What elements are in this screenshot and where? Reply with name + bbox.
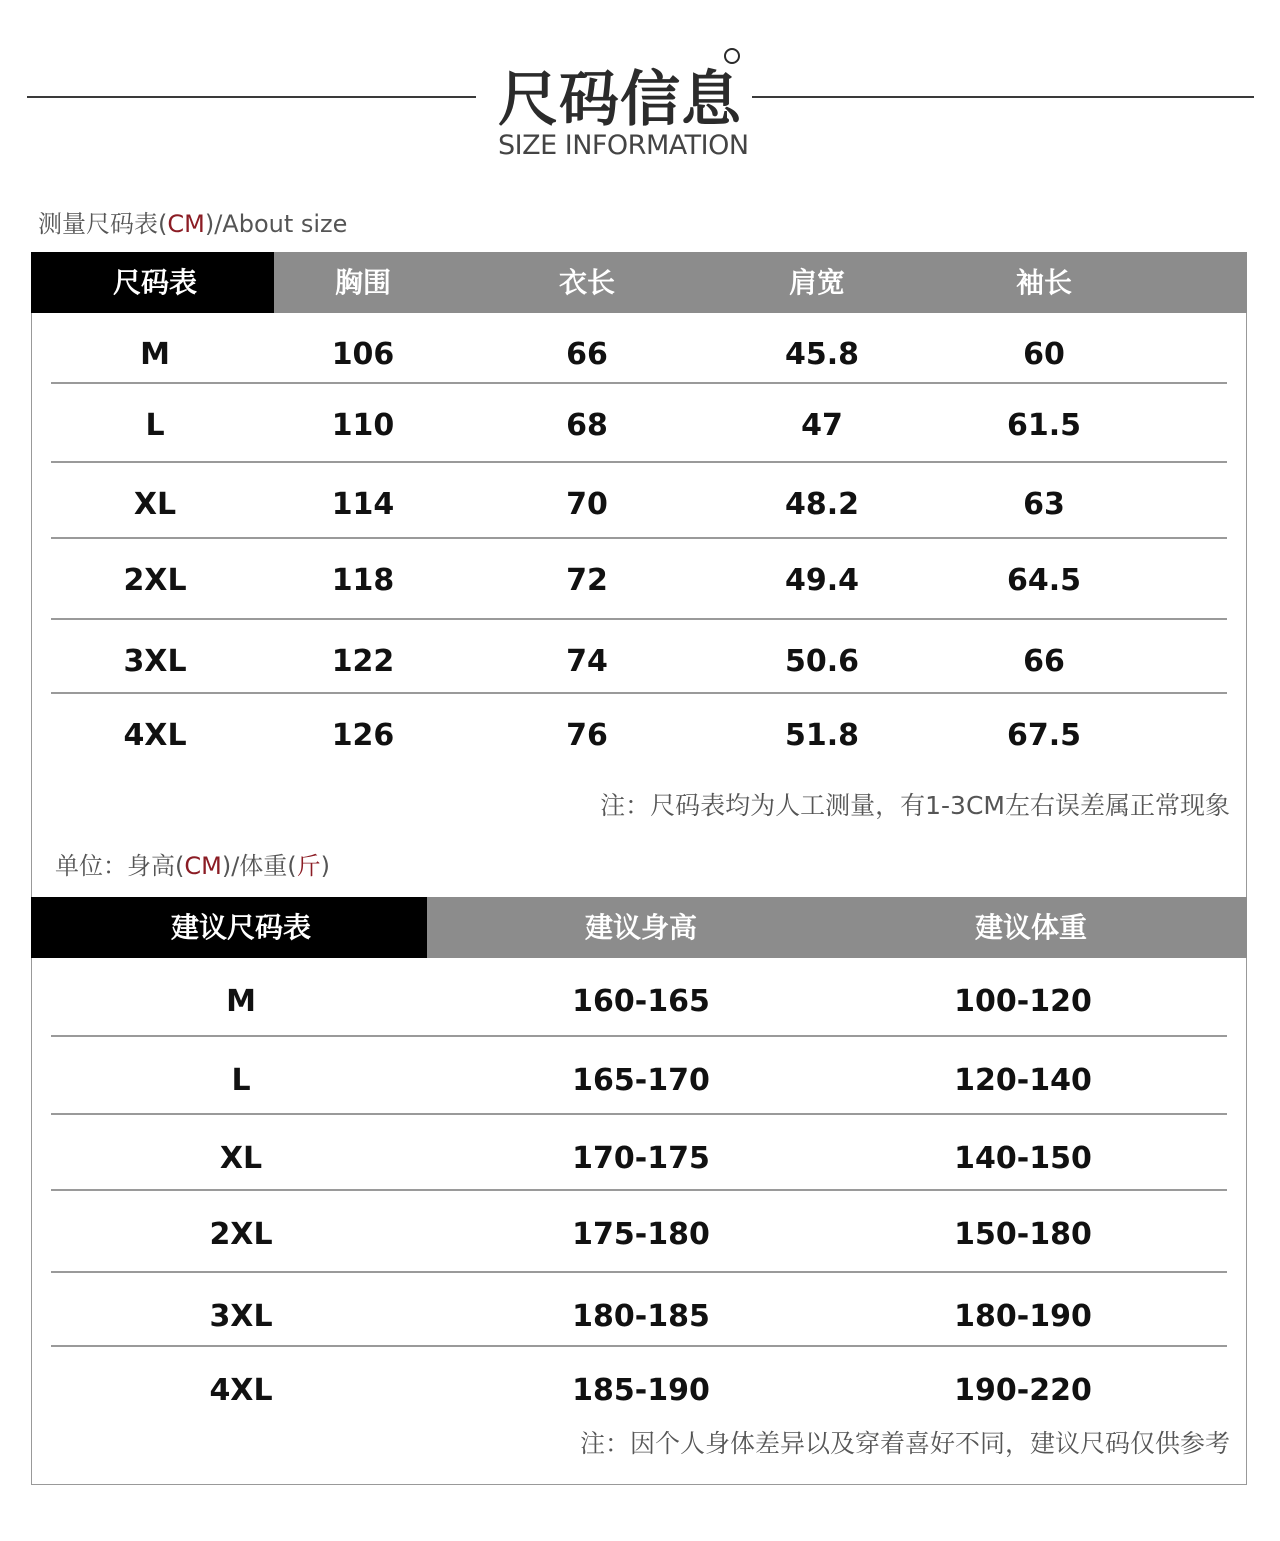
table-cell: 64.5 bbox=[1006, 563, 1082, 598]
caption-unit: CM bbox=[167, 210, 205, 238]
table-cell: 76 bbox=[566, 718, 608, 753]
table-cell: 47 bbox=[801, 408, 843, 443]
table-cell: L bbox=[145, 408, 165, 443]
table-cell: 118 bbox=[331, 563, 395, 598]
table-cell: L bbox=[231, 1063, 251, 1098]
caption-suffix: )/About size bbox=[204, 210, 348, 238]
table-row bbox=[51, 1115, 1227, 1191]
table-cell: 165-170 bbox=[572, 1063, 710, 1098]
table-cell: 150-180 bbox=[954, 1217, 1092, 1252]
header-suggest-height: 建议身高 bbox=[584, 911, 698, 944]
table-row bbox=[51, 539, 1227, 620]
title-rule-right bbox=[752, 96, 1254, 98]
table-cell: 114 bbox=[331, 487, 395, 522]
suggest-table-header bbox=[31, 897, 1247, 958]
table-cell: 2XL bbox=[123, 563, 187, 598]
unit-cm: CM bbox=[184, 852, 222, 880]
table-cell: 4XL bbox=[123, 718, 187, 753]
table-cell: 185-190 bbox=[572, 1373, 710, 1408]
page-title: 尺码信息 bbox=[498, 65, 742, 135]
table-cell: 190-220 bbox=[954, 1373, 1092, 1408]
table-cell: 180-185 bbox=[572, 1299, 710, 1334]
header-suggest-size: 建议尺码表 bbox=[170, 911, 312, 944]
table-cell: 48.2 bbox=[784, 487, 860, 522]
table-cell: 140-150 bbox=[954, 1141, 1092, 1176]
table-cell: 106 bbox=[331, 337, 395, 372]
table-cell: 67.5 bbox=[1006, 718, 1082, 753]
table-row bbox=[51, 620, 1227, 694]
table-cell: M bbox=[226, 984, 256, 1019]
table-row bbox=[51, 384, 1227, 463]
header-suggest-weight: 建议体重 bbox=[974, 911, 1088, 944]
measure-table-caption bbox=[38, 204, 347, 239]
caption-prefix: 测量尺码表( bbox=[38, 210, 168, 238]
table-row bbox=[51, 463, 1227, 539]
table-cell: 160-165 bbox=[572, 984, 710, 1019]
header-length: 衣长 bbox=[558, 266, 616, 299]
table-cell: 61.5 bbox=[1006, 408, 1082, 443]
table-cell: 2XL bbox=[209, 1217, 273, 1252]
table-cell: 3XL bbox=[209, 1299, 273, 1334]
table-cell: 50.6 bbox=[784, 644, 860, 679]
table-cell: 74 bbox=[566, 644, 608, 679]
table-cell: 72 bbox=[566, 563, 608, 598]
table-cell: 45.8 bbox=[784, 337, 860, 372]
header-shoulder: 肩宽 bbox=[788, 266, 846, 299]
unit-prefix: 单位：身高( bbox=[55, 852, 185, 880]
unit-mid: )/体重( bbox=[221, 852, 297, 880]
table-cell: 66 bbox=[566, 337, 608, 372]
table-row bbox=[51, 958, 1227, 1037]
table-row bbox=[51, 1273, 1227, 1347]
header-size-chart: 尺码表 bbox=[112, 266, 198, 299]
header-sleeve: 袖长 bbox=[1015, 266, 1073, 299]
measure-table-note: 注：尺码表均为人工测量，有1-3CM左右误差属正常现象 bbox=[600, 791, 1230, 820]
table-cell: 175-180 bbox=[572, 1217, 710, 1252]
suggest-table-note: 注：因个人身体差异以及穿着喜好不同，建议尺码仅供参考 bbox=[579, 1429, 1230, 1458]
table-cell: XL bbox=[133, 487, 177, 522]
table-cell: 4XL bbox=[209, 1373, 273, 1408]
unit-suffix: ) bbox=[320, 852, 331, 880]
table-cell: 68 bbox=[566, 408, 608, 443]
page-subtitle: SIZE INFORMATION bbox=[498, 130, 749, 161]
table-cell: 180-190 bbox=[954, 1299, 1092, 1334]
degree-circle-icon bbox=[724, 48, 740, 64]
table-cell: 126 bbox=[331, 718, 395, 753]
table-cell: 49.4 bbox=[784, 563, 860, 598]
table-cell: 110 bbox=[331, 408, 395, 443]
table-cell: 3XL bbox=[123, 644, 187, 679]
header-chest: 胸围 bbox=[334, 266, 392, 299]
table-cell: 70 bbox=[566, 487, 608, 522]
table-row bbox=[51, 313, 1227, 384]
unit-jin: 斤 bbox=[296, 852, 321, 880]
table-row bbox=[51, 694, 1227, 764]
table-cell: 170-175 bbox=[572, 1141, 710, 1176]
table-cell: 122 bbox=[331, 644, 395, 679]
title-rule-left bbox=[27, 96, 476, 98]
table-row bbox=[51, 1347, 1227, 1417]
table-row bbox=[51, 1037, 1227, 1115]
table-cell: 100-120 bbox=[954, 984, 1092, 1019]
table-cell: 51.8 bbox=[784, 718, 860, 753]
table-cell: XL bbox=[219, 1141, 263, 1176]
measure-table-header bbox=[31, 252, 1247, 313]
table-cell: 66 bbox=[1023, 644, 1065, 679]
table-cell: 63 bbox=[1023, 487, 1065, 522]
table-cell: 120-140 bbox=[954, 1063, 1092, 1098]
table-cell: M bbox=[140, 337, 170, 372]
table-row bbox=[51, 1191, 1227, 1273]
table-cell: 60 bbox=[1023, 337, 1065, 372]
